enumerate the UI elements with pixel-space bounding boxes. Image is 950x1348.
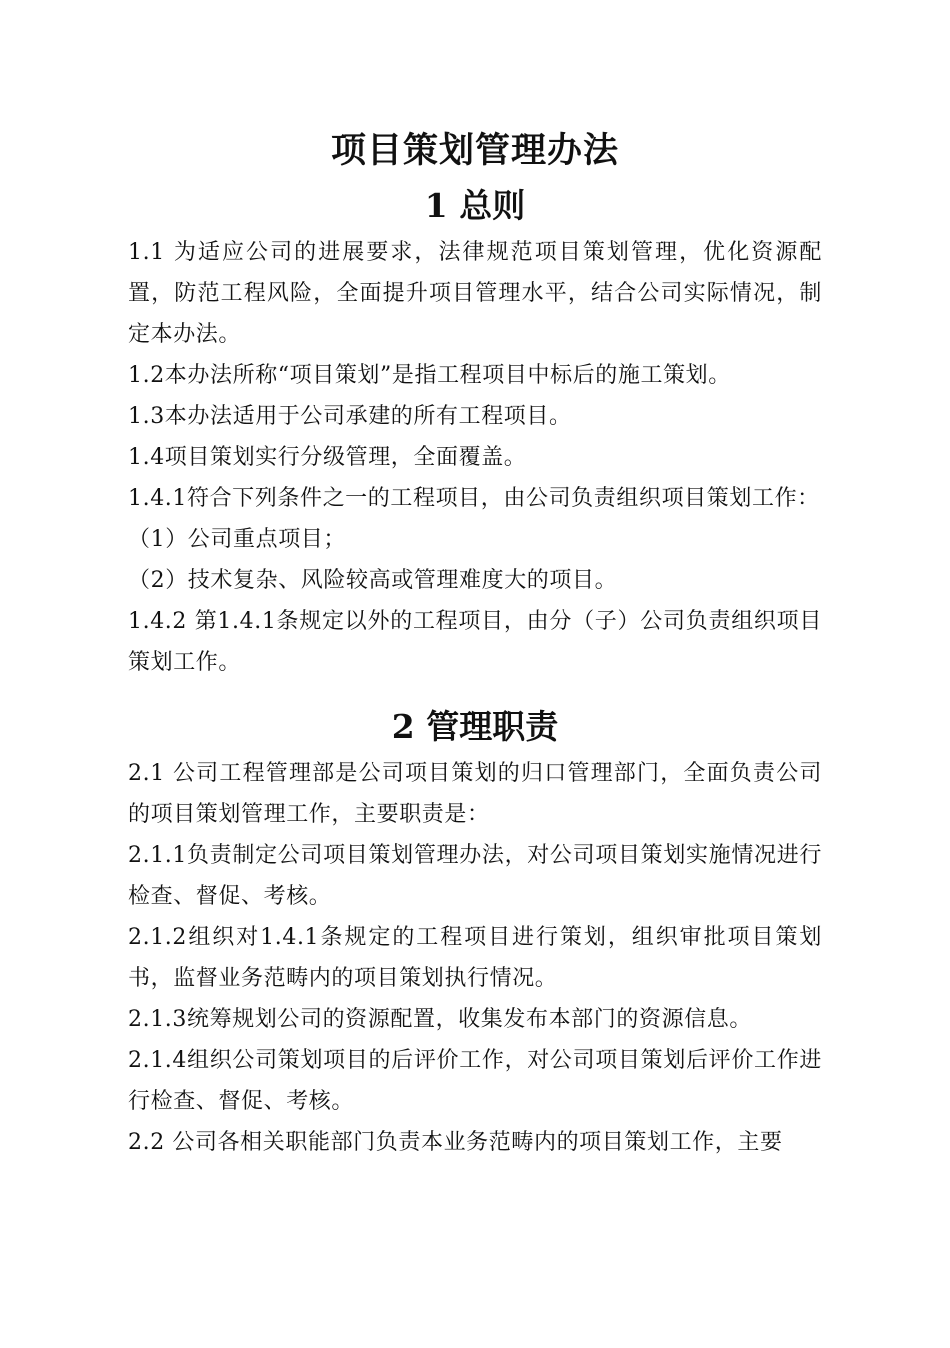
document-body xyxy=(128,122,822,1163)
paragraph: 2.1 公司工程管理部是公司项目策划的归口管理部门，全面负责公司的项目策划管理工作，主要职责是： xyxy=(128,761,822,827)
section-heading-responsibilities: 2 管理职责 xyxy=(391,707,559,746)
paragraph: 2.1.2组织对1.4.1条规定的工程项目进行策划，组织审批项目策划书，监督业务范畴内的项目策划执行情况。 xyxy=(128,925,822,991)
paragraph: 2.2 公司各相关职能部门负责本业务范畴内的项目策划工作，主要 xyxy=(128,1130,783,1155)
paragraph: 1.4.1符合下列条件之一的工程项目，由公司负责组织项目策划工作： xyxy=(128,486,820,511)
paragraph: 1.1 为适应公司的进展要求，法律规范项目策划管理，优化资源配置，防范工程风险，全面提升项目管理水平，结合公司实际情况，制定本办法。 xyxy=(128,240,822,347)
paragraph: 2.1.4组织公司策划项目的后评价工作，对公司项目策划后评价工作进行检查、督促、考核。 xyxy=(128,1048,822,1114)
paragraph: 2.1.1负责制定公司项目策划管理办法，对公司项目策划实施情况进行检查、督促、考核。 xyxy=(128,843,822,909)
section-heading-general: 1 总则 xyxy=(424,186,526,225)
document-title: 项目策划管理办法 xyxy=(330,130,619,171)
paragraph: 1.4.2 第1.4.1条规定以外的工程项目，由分（子）公司负责组织项目策划工作。 xyxy=(128,609,822,675)
paragraph: 1.2本办法所称“项目策划”是指工程项目中标后的施工策划。 xyxy=(128,363,731,388)
paragraph: 1.4项目策划实行分级管理，全面覆盖。 xyxy=(128,445,527,470)
paragraph: （1）公司重点项目； xyxy=(128,527,346,552)
paragraph: 1.3本办法适用于公司承建的所有工程项目。 xyxy=(128,404,572,429)
paragraph: 2.1.3统筹规划公司的资源配置，收集发布本部门的资源信息。 xyxy=(128,1007,752,1032)
paragraph: （2）技术复杂、风险较高或管理难度大的项目。 xyxy=(128,568,618,593)
